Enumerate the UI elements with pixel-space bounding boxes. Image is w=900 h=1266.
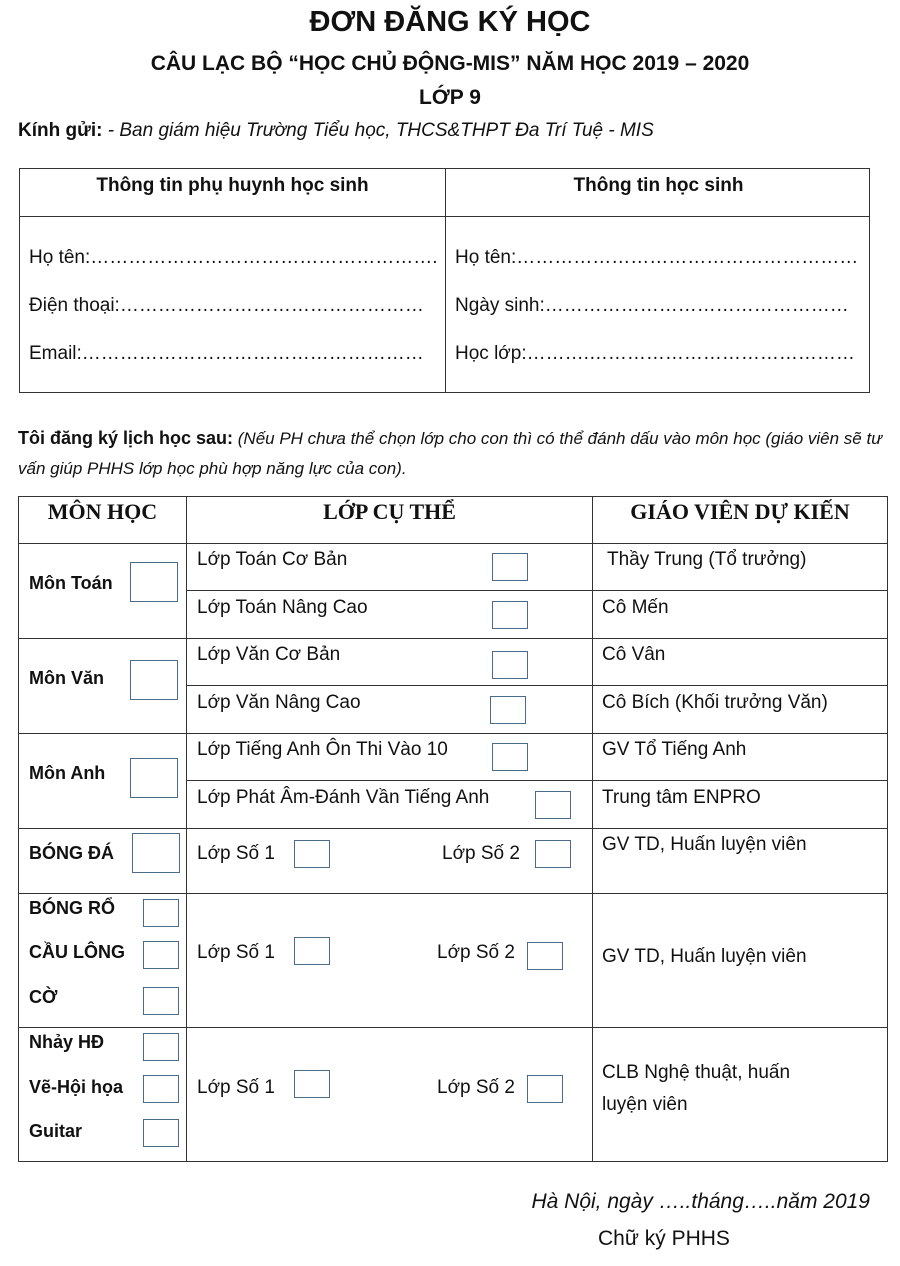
eng-exam-checkbox[interactable]: [492, 743, 528, 771]
registration-label: Tôi đăng ký lịch học sau:: [18, 428, 234, 448]
eng-phonics-checkbox[interactable]: [535, 791, 571, 819]
eng-exam-teacher: GV Tổ Tiếng Anh: [602, 739, 747, 760]
parent-email-field[interactable]: Email:………………………………………………: [29, 343, 424, 364]
football-class1: Lớp Số 1: [197, 843, 275, 864]
eng-phonics-teacher: Trung tâm ENPRO: [602, 787, 761, 808]
basketball-checkbox[interactable]: [143, 899, 179, 927]
col-class-header: LỚP CỤ THỂ: [323, 499, 456, 524]
football-class2: Lớp Số 2: [442, 843, 520, 864]
arts-class2-checkbox[interactable]: [527, 1075, 563, 1103]
form-title: ĐƠN ĐĂNG KÝ HỌC: [309, 6, 591, 38]
math-checkbox[interactable]: [130, 562, 178, 602]
math-advanced-checkbox[interactable]: [492, 601, 528, 629]
subject-guitar: Guitar: [29, 1121, 83, 1141]
subject-chess: CỜ: [29, 987, 58, 1007]
football-class1-checkbox[interactable]: [294, 840, 330, 868]
arts-class1-checkbox[interactable]: [294, 1070, 330, 1098]
greeting-label: Kính gửi:: [18, 120, 103, 141]
greeting-text: - Ban giám hiệu Trường Tiểu học, THCS&THPT Đa Trí Tuệ - MIS: [102, 120, 654, 141]
subject-literature: Môn Văn: [29, 668, 104, 688]
math-advanced-teacher: Cô Mến: [602, 597, 669, 618]
badminton-checkbox[interactable]: [143, 941, 179, 969]
lit-advanced-checkbox[interactable]: [490, 696, 526, 724]
lit-basic-checkbox[interactable]: [492, 651, 528, 679]
math-basic-class: Lớp Toán Cơ Bản: [197, 549, 348, 570]
lit-basic-teacher: Cô Vân: [602, 644, 666, 665]
col-teacher-header: GIÁO VIÊN DỰ KIẾN: [630, 499, 850, 524]
guitar-checkbox[interactable]: [143, 1119, 179, 1147]
student-info-header: Thông tin học sinh: [573, 175, 744, 196]
football-checkbox[interactable]: [132, 833, 180, 873]
dance-checkbox[interactable]: [143, 1033, 179, 1061]
place-date: Hà Nội, ngày …..tháng…..năm 2019: [531, 1190, 870, 1213]
subject-drawing: Vẽ-Hội họa: [29, 1077, 124, 1097]
arts-class2: Lớp Số 2: [437, 1077, 515, 1098]
form-subtitle: CÂU LẠC BỘ “HỌC CHỦ ĐỘNG-MIS” NĂM HỌC 2019 – 2020: [150, 52, 750, 75]
student-dob-field[interactable]: Ngày sinh:…………………………………………: [455, 295, 849, 316]
lit-advanced-teacher: Cô Bích (Khối trưởng Văn): [602, 692, 828, 713]
col-subject-header: MÔN HỌC: [47, 499, 158, 524]
drawing-checkbox[interactable]: [143, 1075, 179, 1103]
english-checkbox[interactable]: [130, 758, 178, 798]
math-basic-teacher: Thầy Trung (Tổ trưởng): [607, 549, 807, 570]
eng-phonics-class: Lớp Phát Âm-Đánh Vần Tiếng Anh: [197, 787, 490, 808]
subject-math: Môn Toán: [29, 573, 113, 593]
student-name-field[interactable]: Họ tên:………………………………………………: [455, 247, 859, 268]
sports-class2: Lớp Số 2: [437, 942, 515, 963]
arts-teacher-line2: luyện viên: [602, 1094, 688, 1115]
sports-class1: Lớp Số 1: [197, 942, 275, 963]
subject-english: Môn Anh: [29, 763, 106, 783]
eng-exam-class: Lớp Tiếng Anh Ôn Thi Vào 10: [197, 739, 448, 760]
student-class-field[interactable]: Học lớp:……….……………………………………: [455, 343, 855, 364]
parent-info-header: Thông tin phụ huynh học sinh: [96, 175, 369, 196]
arts-class1: Lớp Số 1: [197, 1077, 275, 1098]
sports-class2-checkbox[interactable]: [527, 942, 563, 970]
math-advanced-class: Lớp Toán Nâng Cao: [197, 597, 368, 618]
chess-checkbox[interactable]: [143, 987, 179, 1015]
parent-name-field[interactable]: Họ tên:……………………………………………….: [29, 247, 438, 268]
football-class2-checkbox[interactable]: [535, 840, 571, 868]
subject-football: BÓNG ĐÁ: [29, 843, 114, 863]
registration-note-text: (Nếu PH chưa thể chọn lớp cho con thì có thể đánh dấu vào môn học (giáo viên sẽ tư vấn giúp PHHS lớp học phù hợp năng lực của con).: [18, 429, 882, 478]
math-basic-checkbox[interactable]: [492, 553, 528, 581]
sports-teacher: GV TD, Huấn luyện viên: [602, 946, 807, 967]
subject-badminton: CẦU LÔNG: [29, 942, 125, 962]
course-table: [18, 496, 888, 1162]
form-grade: LỚP 9: [419, 86, 481, 109]
greeting: [18, 120, 654, 142]
literature-checkbox[interactable]: [130, 660, 178, 700]
lit-basic-class: Lớp Văn Cơ Bản: [197, 644, 341, 665]
lit-advanced-class: Lớp Văn Nâng Cao: [197, 692, 361, 713]
signature-label: Chữ ký PHHS: [598, 1227, 730, 1250]
subject-basketball: BÓNG RỔ: [29, 898, 116, 918]
subject-dance: Nhảy HĐ: [29, 1032, 105, 1052]
registration-note: [18, 423, 888, 484]
arts-teacher-line1: CLB Nghệ thuật, huấn: [602, 1062, 791, 1083]
football-teacher: GV TD, Huấn luyện viên: [602, 834, 807, 855]
info-table: [19, 168, 870, 393]
sports-class1-checkbox[interactable]: [294, 937, 330, 965]
parent-phone-field[interactable]: Điện thoại:…………………………………………: [29, 295, 424, 316]
